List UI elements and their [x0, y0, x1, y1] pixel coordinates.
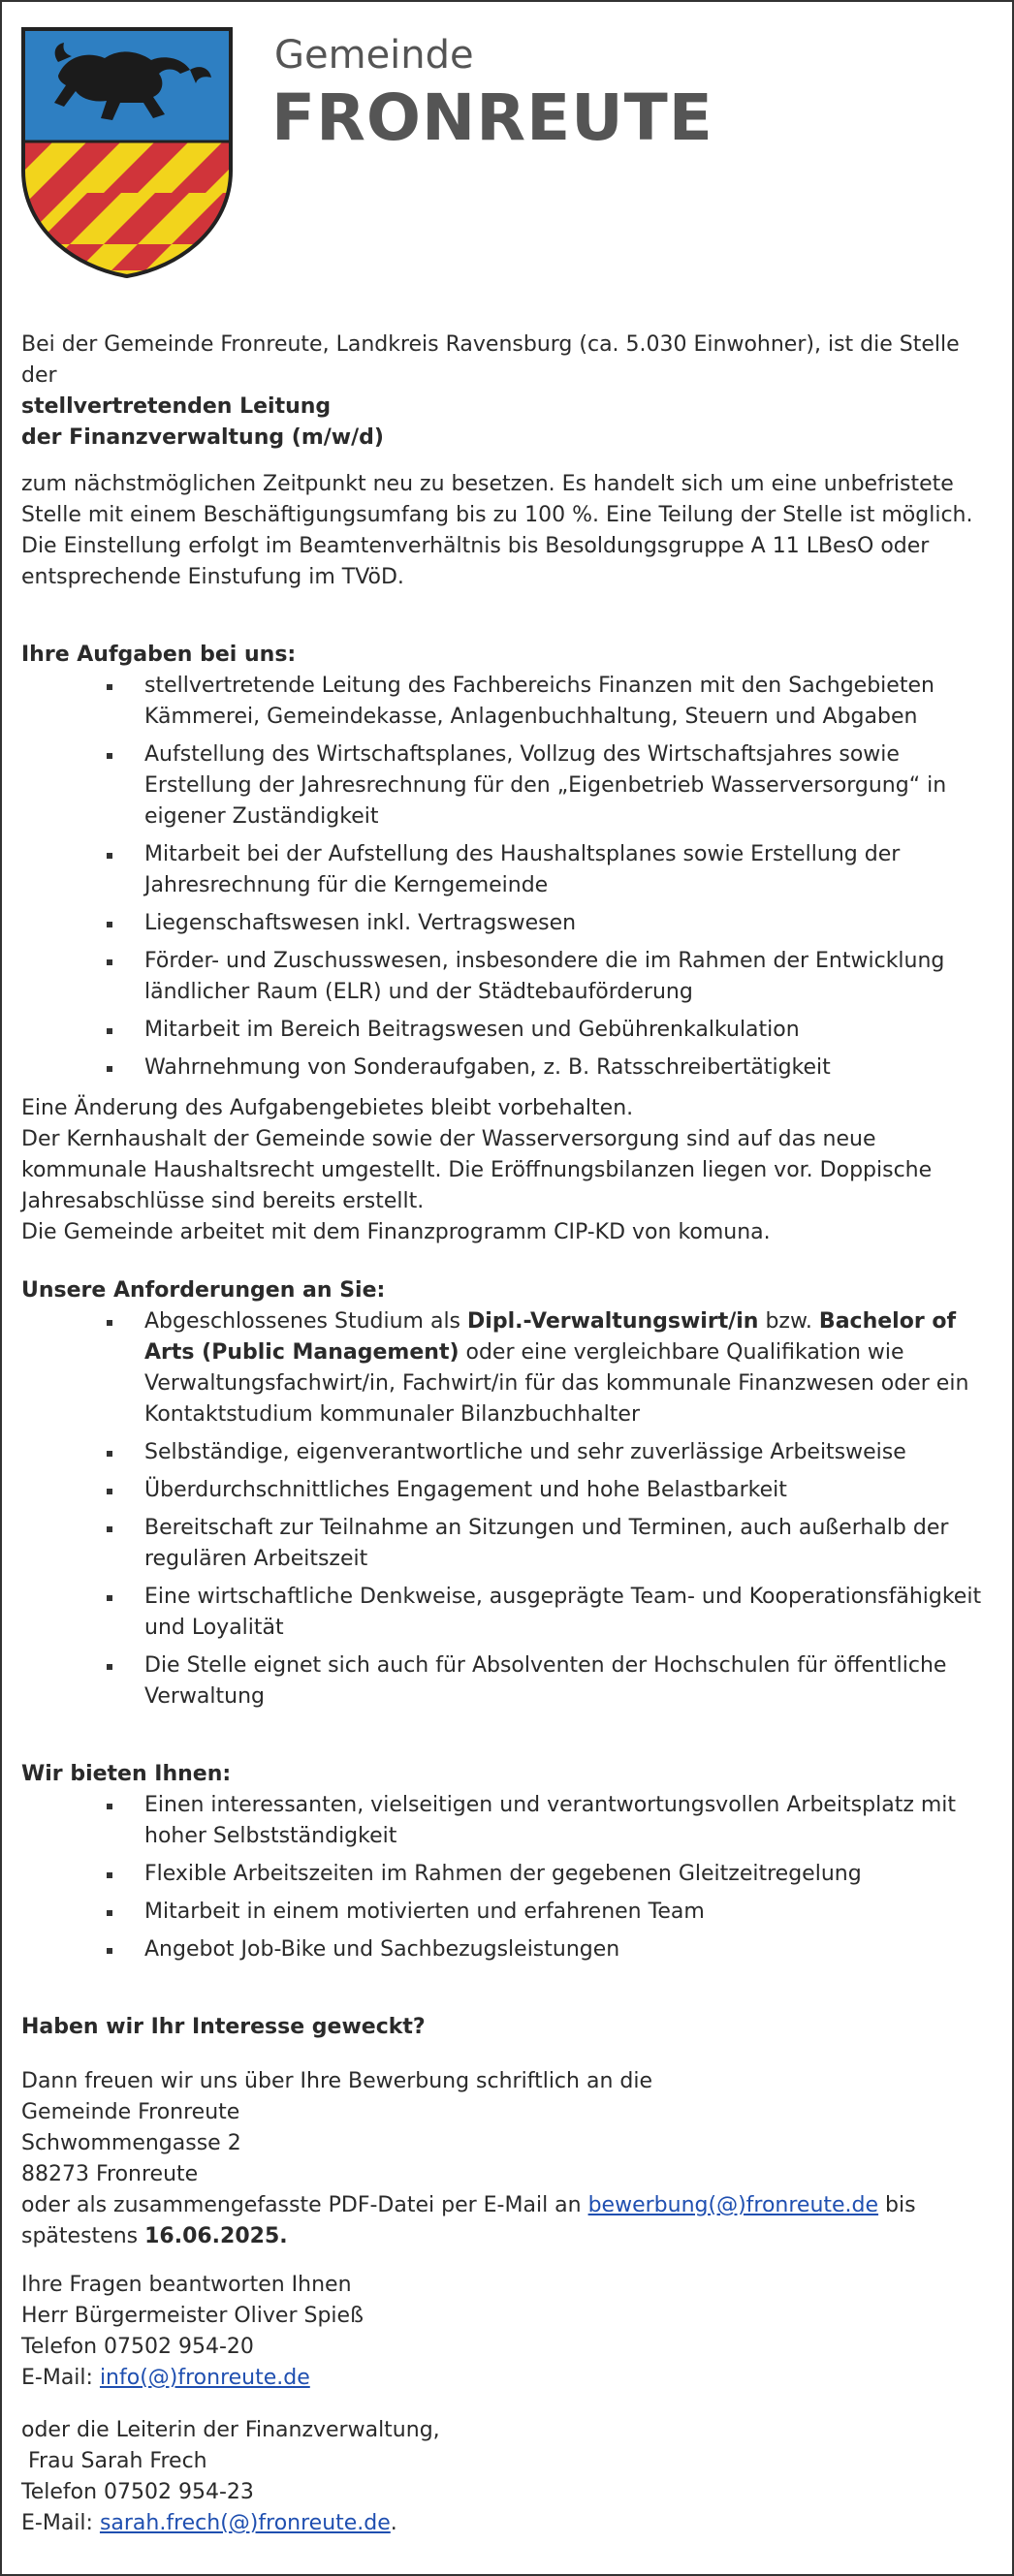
list-item: Überdurchschnittliches Engagement und hohe Belastbarkeit [21, 1475, 991, 1506]
list-item: Eine wirtschaftliche Denkweise, ausgeprägte Team- und Kooperationsfähigkeit und Loyalität [21, 1582, 991, 1644]
list-item: Selbständige, eigenverantwortliche und sehr zuverlässige Arbeitsweise [21, 1437, 991, 1468]
bullet-icon [107, 1595, 112, 1601]
tasks-note: Eine Änderung des Aufgabengebietes bleibt vorbehalten. [21, 1096, 634, 1120]
bullet-icon [107, 1489, 112, 1494]
tasks-heading: Ihre Aufgaben bei uns: [21, 643, 297, 667]
tasks-list [21, 671, 991, 1084]
bullet-icon [107, 1804, 112, 1809]
contact2-email-line: E-Mail: sarah.frech(@)fronreute.de. [21, 2511, 397, 2535]
bullet-icon [107, 753, 112, 759]
application-intro: Dann freuen wir uns über Ihre Bewerbung schriftlich an die [21, 2069, 652, 2093]
deadline-line: spätestens 16.06.2025. [21, 2224, 288, 2248]
intro-text: Bei der Gemeinde Fronreute, Landkreis Ravensburg (ca. 5.030 Einwohner), ist die Stelle der [21, 332, 960, 388]
application-email-line: oder als zusammengefasste PDF-Datei per E-Mail an bewerbung(@)fronreute.de bis [21, 2193, 916, 2217]
position-description: zum nächstmöglichen Zeitpunkt neu zu besetzen. Es handelt sich um eine unbefristete Stelle mit einem Beschäftigungsumfang bis zu 100 %. Eine Teilung der Stelle ist möglich. Die Einstellung erfolgt im Beamtenverhältnis bis Besoldungsgruppe A 11 LBesO oder entsprechende Einstufung im TVöD. [21, 472, 973, 589]
list-item: Förder- und Zuschusswesen, insbesondere die im Rahmen der Entwicklung ländlicher Raum (ELR) und der Städtebauförderung [21, 946, 991, 1008]
list-item: Aufstellung des Wirtschaftsplanes, Vollzug des Wirtschaftsjahres sowie Erstellung der Jahresrechnung für den „Eigenbetrieb Wasserversorgung“ in eigener Zuständigkeit [21, 739, 991, 832]
bullet-icon [107, 1028, 112, 1034]
contact2-email-link[interactable]: sarah.frech(@)fronreute.de [99, 2511, 391, 2535]
application-email-link[interactable]: bewerbung(@)fronreute.de [587, 2193, 879, 2217]
list-item: Angebot Job-Bike und Sachbezugsleistungen [21, 1934, 991, 1965]
address-line-1: Gemeinde Fronreute [21, 2100, 240, 2124]
bullet-icon [107, 1451, 112, 1457]
bullet-icon [107, 1910, 112, 1916]
bullet-icon [107, 922, 112, 927]
list-item: Flexible Arbeitszeiten im Rahmen der gegebenen Gleitzeitregelung [21, 1859, 991, 1890]
bullet-icon [107, 853, 112, 859]
contact1-email-link[interactable]: info(@)fronreute.de [99, 2366, 310, 2390]
contact2-phone: Telefon 07502 954-23 [21, 2480, 254, 2504]
brand-title: FRONREUTE [271, 80, 713, 155]
bullet-icon [107, 1664, 112, 1670]
list-item: Liegenschaftswesen inkl. Vertragswesen [21, 908, 991, 939]
contact1-name: Herr Bürgermeister Oliver Spieß [21, 2304, 364, 2328]
application-heading: Haben wir Ihr Interesse geweckt? [21, 2015, 426, 2039]
list-item: Mitarbeit im Bereich Beitragswesen und Gebührenkalkulation [21, 1015, 991, 1046]
bullet-icon [107, 1320, 112, 1326]
address-line-2: Schwommengasse 2 [21, 2131, 241, 2155]
contact2-name: Frau Sarah Frech [21, 2449, 207, 2473]
address-line-3: 88273 Fronreute [21, 2162, 199, 2186]
position-title-line1: stellvertretenden Leitung [21, 394, 332, 419]
contact1-phone: Telefon 07502 954-20 [21, 2335, 254, 2359]
list-item: Die Stelle eignet sich auch für Absolventen der Hochschulen für öffentliche Verwaltung [21, 1650, 991, 1712]
posting-body [21, 330, 991, 2539]
bullet-icon [107, 1948, 112, 1954]
list-item: Bereitschaft zur Teilnahme an Sitzungen und Terminen, auch außerhalb der regulären Arbeitszeit [21, 1513, 991, 1575]
position-title-line2: der Finanzverwaltung (m/w/d) [21, 425, 384, 450]
brand-subtitle: Gemeinde [274, 33, 474, 78]
list-item: Einen interessanten, vielseitigen und verantwortungsvollen Arbeitsplatz mit hoher Selbstständigkeit [21, 1790, 991, 1852]
offers-heading: Wir bieten Ihnen: [21, 1762, 232, 1786]
budget-note: Der Kernhaushalt der Gemeinde sowie der Wasserversorgung sind auf das neue kommunale Haushaltsrecht umgestellt. Die Eröffnungsbilanzen liegen vor. Doppische Jahresabschlüsse sind bereits erstellt. [21, 1127, 933, 1213]
offers-list [21, 1790, 991, 1965]
list-item: Wahrnehmung von Sonderaufgaben, z. B. Ratsschreibertätigkeit [21, 1052, 991, 1084]
coat-of-arms-logo [19, 25, 235, 280]
bullet-icon [107, 1526, 112, 1532]
contact2-intro: oder die Leiterin der Finanzverwaltung, [21, 2418, 440, 2442]
bullet-icon [107, 684, 112, 690]
contact1-email-line: E-Mail: info(@)fronreute.de [21, 2366, 310, 2390]
deadline-date: 16.06.2025. [144, 2224, 288, 2248]
list-item: Mitarbeit bei der Aufstellung des Haushaltsplanes sowie Erstellung der Jahresrechnung für die Kerngemeinde [21, 839, 991, 901]
requirements-list [21, 1306, 991, 1712]
list-item: Mitarbeit in einem motivierten und erfahrenen Team [21, 1897, 991, 1928]
bullet-icon [107, 1066, 112, 1072]
list-item: stellvertretende Leitung des Fachbereichs Finanzen mit den Sachgebieten Kämmerei, Gemeindekasse, Anlagenbuchhaltung, Steuern und Abgaben [21, 671, 991, 733]
bullet-icon [107, 959, 112, 965]
bullet-icon [107, 1872, 112, 1878]
list-item: Abgeschlossenes Studium als Dipl.-Verwaltungswirt/in bzw. Bachelor of Arts (Public Management) oder eine vergleichbare Qualifikation wie Verwaltungsfachwirt/in, Fachwirt/in für das kommunale Finanzwesen oder ein Kontaktstudium kommunaler Bilanzbuchhalter [21, 1306, 991, 1430]
software-note: Die Gemeinde arbeitet mit dem Finanzprogramm CIP-KD von komuna. [21, 1220, 771, 1244]
contact1-intro: Ihre Fragen beantworten Ihnen [21, 2273, 352, 2297]
requirements-heading: Unsere Anforderungen an Sie: [21, 1278, 386, 1303]
